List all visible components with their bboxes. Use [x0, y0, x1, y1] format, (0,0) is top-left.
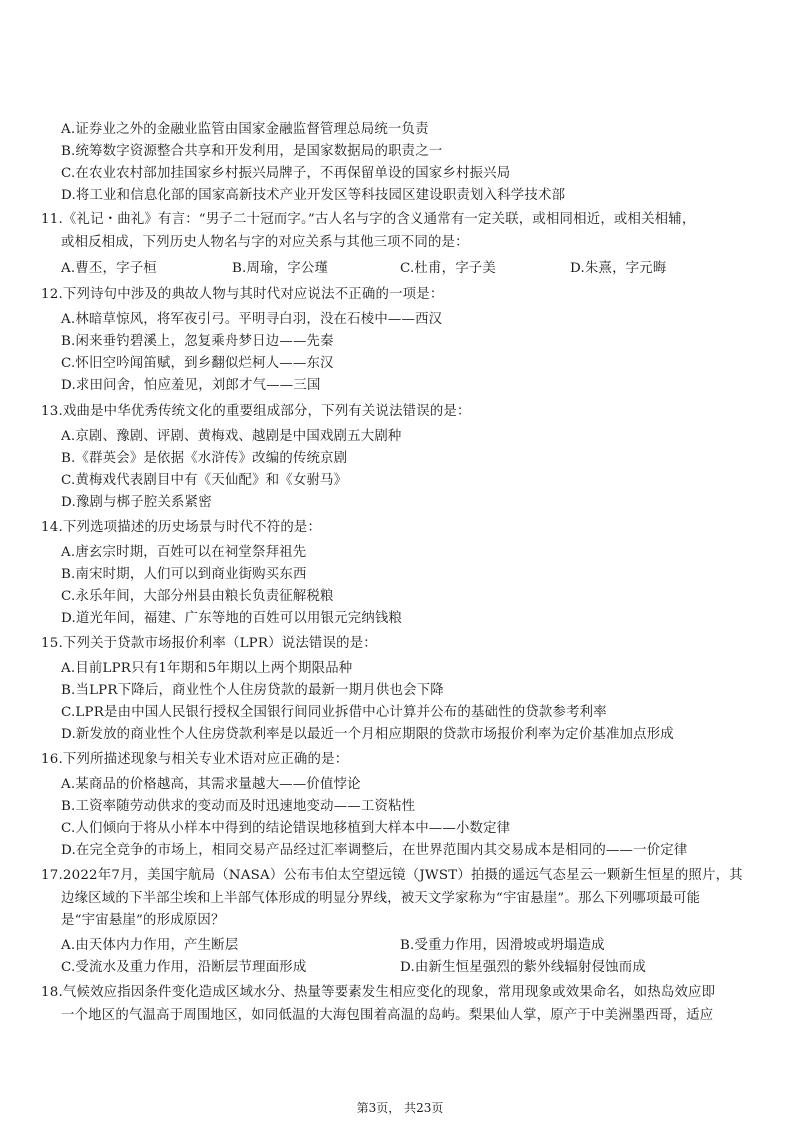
- option-line: C.杜甫，字子美: [400, 261, 496, 276]
- option-line: A.曹丕，字子桓: [61, 261, 157, 276]
- question-line: 13.戏曲是中华优秀传统文化的重要组成部分，下列有关说法错误的是：: [41, 404, 471, 419]
- option-line: C.怀旧空吟闻笛赋，到乡翻似烂柯人——东汉: [61, 356, 334, 371]
- option-line: A.某商品的价格越高，其需求量越大——价值悖论: [61, 777, 361, 792]
- option-line: B.南宋时期，人们可以到商业街购买东西: [61, 567, 307, 582]
- option-line: D.求田问舍，怕应羞见，刘郎才气——三国: [61, 378, 321, 393]
- question-line: 18.气候效应指因条件变化造成区域水分、热量等要素发生相应变化的现象，常用现象或效果命名，如热岛效应即: [41, 985, 716, 1000]
- option-line: B.统筹数字资源整合共享和开发利用，是国家数据局的职责之一: [61, 144, 443, 159]
- question-line-continued: 边缘区域的下半部尘埃和上半部气体形成的明显分界线，被天文学家称为“宇宙悬崖”。那么下列哪项最可能: [61, 891, 701, 906]
- question-line: 17.2022年7月，美国宇航局（NASA）公布韦伯太空望远镜（JWST）拍摄的遥远气态星云一颗新生恒星的照片，其: [41, 868, 743, 883]
- option-line: C.LPR是由中国人民银行授权全国银行间同业拆借中心计算并公布的基础性的贷款参考利率: [61, 705, 607, 720]
- option-line: C.黄梅戏代表剧目中有《天仙配》和《女驸马》: [61, 473, 348, 488]
- option-line: D.由新生恒星强烈的紫外线辐射侵蚀而成: [400, 960, 646, 975]
- option-line: A.京剧、豫剧、评剧、黄梅戏、越剧是中国戏剧五大剧种: [61, 429, 402, 444]
- option-line: B.当LPR下降后，商业性个人住房贷款的最新一期月供也会下降: [61, 683, 444, 698]
- option-line: A.林暗草惊风，将军夜引弓。平明寻白羽，没在石棱中——西汉: [61, 312, 443, 327]
- option-line: D.新发放的商业性个人住房贷款利率是以最近一个月相应期限的贷款市场报价利率为定价基准加点形成: [61, 727, 674, 742]
- option-line: B.《群英会》是依据《水浒传》改编的传统京剧: [61, 451, 348, 466]
- question-line: 15.下列关于贷款市场报价利率（LPR）说法错误的是：: [41, 636, 377, 651]
- question-line-continued: 是“宇宙悬崖”的形成原因？: [61, 913, 225, 928]
- page-footer: 第3页， 共23页: [356, 1101, 444, 1115]
- option-line: B.受重力作用，因滑坡或坍塌造成: [400, 938, 605, 953]
- option-line: A.由天体内力作用，产生断层: [61, 938, 239, 953]
- question-line-continued: 或相反相成，下列历史人物名与字的对应关系与其他三项不同的是：: [61, 235, 469, 250]
- option-line: D.豫剧与梆子腔关系紧密: [61, 495, 212, 510]
- option-line: B.闲来垂钓碧溪上，忽复乘舟梦日边——先秦: [61, 334, 334, 349]
- option-line: C.人们倾向于将从小样本中得到的结论错误地移植到大样本中——小数定律: [61, 821, 511, 836]
- option-line: C.受流水及重力作用，沿断层节理面形成: [61, 960, 307, 975]
- option-line: D.在完全竞争的市场上，相同交易产品经过汇率调整后，在世界范围内其交易成本是相同的——一价定律: [61, 843, 688, 858]
- question-line: 11.《礼记・曲礼》有言：“男子二十冠而字。”古人名与字的含义通常有一定关联，或相同相近，或相关相辅，: [41, 212, 696, 227]
- option-line: C.在农业农村部加挂国家乡村振兴局牌子，不再保留单设的国家乡村振兴局: [61, 166, 511, 181]
- option-line: D.朱熹，字元晦: [570, 261, 667, 276]
- question-line-continued: 一个地区的气温高于周围地区，如同低温的大海包围着高温的岛屿。梨果仙人掌，原产于中美洲墨西哥，适应: [61, 1008, 714, 1023]
- question-line: 14.下列选项描述的历史场景与时代不符的是：: [41, 520, 322, 535]
- option-line: A.唐玄宗时期，百姓可以在祠堂祭拜祖先: [61, 545, 307, 560]
- option-line: B.周瑜，字公瑾: [232, 261, 329, 276]
- option-line: C.永乐年间，大部分州县由粮长负责征解税粮: [61, 589, 334, 604]
- question-line: 12.下列诗句中涉及的典故人物与其时代对应说法不正确的一项是：: [41, 287, 444, 302]
- option-line: D.将工业和信息化部的国家高新技术产业开发区等科技园区建设职责划入科学技术部: [61, 188, 566, 203]
- option-line: A.证券业之外的金融业监管由国家金融监督管理总局统一负责: [61, 122, 429, 137]
- question-line: 16.下列所描述现象与相关专业术语对应正确的是：: [41, 752, 349, 767]
- option-line: B.工资率随劳动供求的变动而及时迅速地变动——工资粘性: [61, 799, 416, 814]
- option-line: D.道光年间，福建、广东等地的百姓可以用银元完纳钱粮: [61, 611, 403, 626]
- option-line: A.目前LPR只有1年期和5年期以上两个期限品种: [61, 661, 353, 676]
